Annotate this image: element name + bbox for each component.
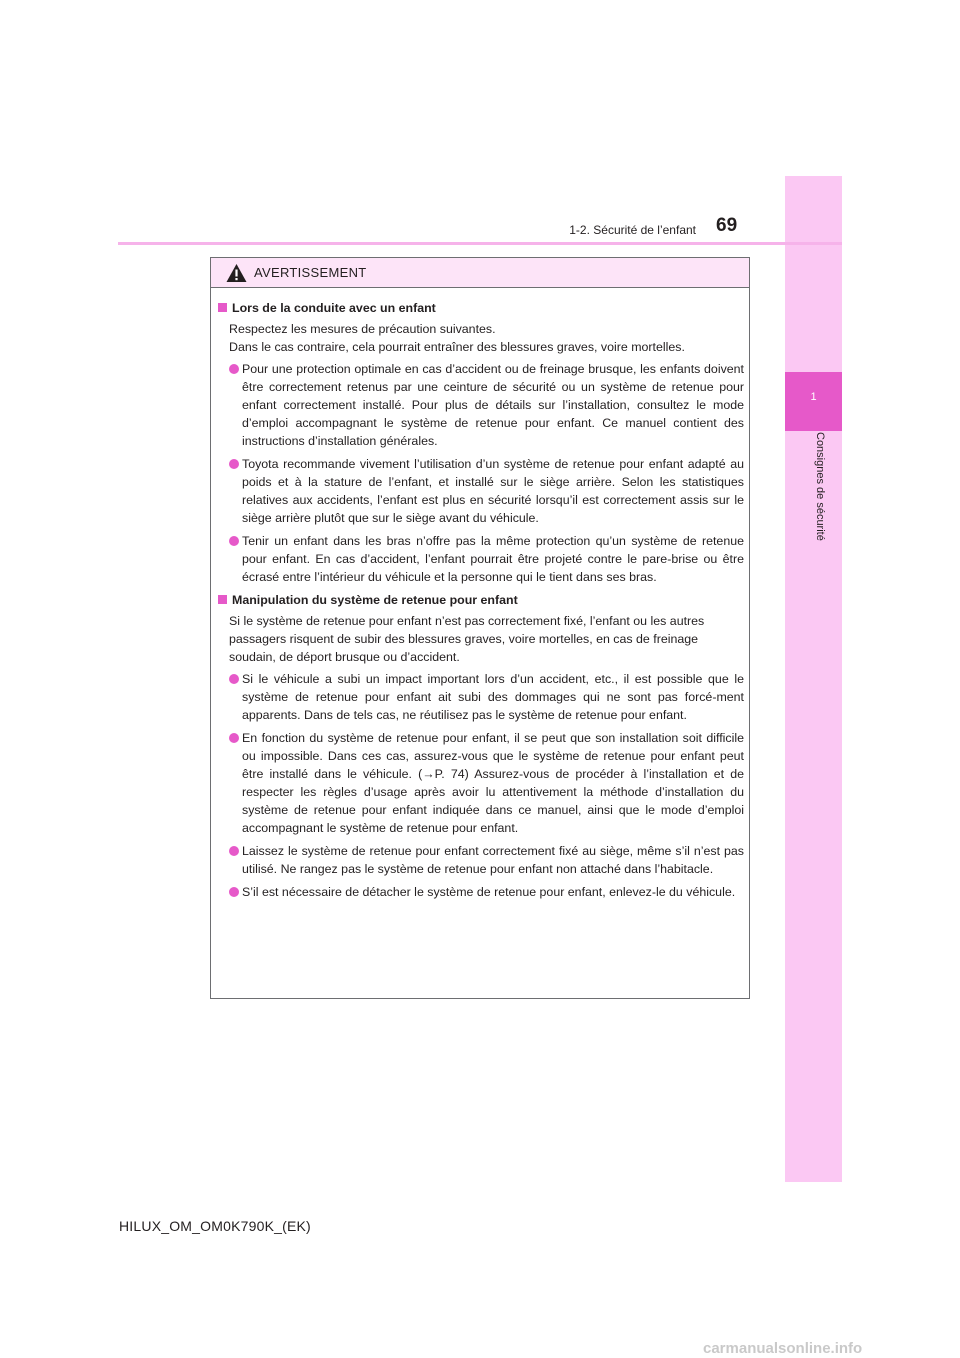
list-item-text: Si le véhicule a subi un impact important lors d’un accident, etc., il est possible que le système de retenue pour enfant ait subi des dommages qui ne sont pas forcé-ment apparents. Dans de tels cas, ne réutilisez pas le système de retenue pour enfant. [242, 672, 744, 722]
list-item [218, 670, 744, 724]
section-title: 1-2. Sécurité de l’enfant [569, 223, 696, 237]
bullet-dot-icon [229, 887, 239, 897]
warning-title: AVERTISSEMENT [254, 265, 367, 280]
document-code: HILUX_OM_OM0K790K_(EK) [119, 1218, 311, 1234]
header-rule [118, 242, 842, 245]
topic-restraint-handling [218, 591, 744, 901]
intro-line: Dans le cas contraire, cela pourrait entraîner des blessures graves, voire mortelles. [229, 340, 685, 354]
bullet-dot-icon [229, 536, 239, 546]
topic-heading-text: Lors de la conduite avec un enfant [232, 301, 436, 315]
square-bullet-icon [218, 303, 227, 312]
bullet-dot-icon [229, 674, 239, 684]
warning-box [210, 257, 750, 999]
list-item-text: Toyota recommande vivement l’utilisation d’un système de retenue pour enfant adapté au poids et à la stature de l’enfant, et installé sur le siège arrière. Selon les statistiques relatives aux accidents, l’enfant est plus en sécurité lorsqu’il est correctement assis sur le siège arrière plutôt que sur le siège avant du véhicule. [242, 457, 744, 525]
warning-triangle-icon [226, 263, 247, 283]
warning-body [218, 299, 744, 906]
intro-line: Si le système de retenue pour enfant n’est pas correctement fixé, l’enfant ou les autres passagers risquent de subir des blessures graves, voire mortelles, en cas de freinage soudain, de déport brusque ou d’accident. [229, 614, 705, 664]
topic-heading-text: Manipulation du système de retenue pour enfant [232, 593, 518, 607]
list-item-text: Pour une protection optimale en cas d’accident ou de freinage brusque, les enfants doivent être correctement retenus par une ceinture de sécurité ou un système de retenue pour enfant correctement installé. Pour plus de détails sur l’installation, consultez le mode d’emploi accompagnant le système de retenue pour enfant. Ce manuel contient des instructions d’installation générales. [242, 362, 744, 448]
list-item [218, 532, 744, 586]
list-item [218, 360, 744, 450]
topic-intro [218, 612, 744, 666]
list-item [218, 842, 744, 878]
chapter-number: 1 [810, 391, 817, 403]
bullet-dot-icon [229, 846, 239, 856]
page-number: 69 [716, 215, 738, 236]
list-item [218, 729, 744, 837]
side-chapter-band [785, 176, 842, 1182]
bullet-dot-icon [229, 364, 239, 374]
topic-heading [218, 591, 744, 609]
square-bullet-icon [218, 595, 227, 604]
list-item [218, 883, 744, 901]
intro-line: Respectez les mesures de précaution suivantes. [229, 322, 496, 336]
list-item [218, 455, 744, 527]
list-item-text: S’il est nécessaire de détacher le système de retenue pour enfant, enlevez-le du véhicule. [242, 885, 736, 899]
chapter-title: Consignes de sécurité [814, 432, 826, 541]
bullet-dot-icon [229, 459, 239, 469]
topic-intro [218, 320, 744, 356]
bullet-dot-icon [229, 733, 239, 743]
watermark: carmanualsonline.info [703, 1340, 863, 1357]
list-item-text: Laissez le système de retenue pour enfant correctement fixé au siège, même s’il n’est pas utilisé. Ne rangez pas le système de retenue pour enfant non attaché dans l’habitacle. [242, 844, 744, 876]
topic-child-driving [218, 299, 744, 586]
list-item-text: Tenir un enfant dans les bras n’offre pas la même protection qu’un système de retenue pour enfant. En cas d’accident, l’enfant pourrait être projeté contre le pare-brise ou être écrasé entre l’intérieur du véhicule et la personne qui le tient dans ses bras. [242, 534, 744, 584]
warning-header [211, 258, 749, 288]
list-item-text: En fonction du système de retenue pour enfant, il se peut que son installation soit difficile ou impossible. Dans ces cas, assurez-vous que le système de retenue pour enfant peut être installé dans le véhicule. (→P. 74) Assurez-vous de procéder à l’installation et de respecter les règles d’usage après avoir lu attentivement la méthode d’installation du système de retenue pour enfant indiquée dans ce manuel, ainsi que le mode d’emploi accompagnant le système de retenue pour enfant. [242, 731, 744, 835]
topic-heading [218, 299, 744, 317]
